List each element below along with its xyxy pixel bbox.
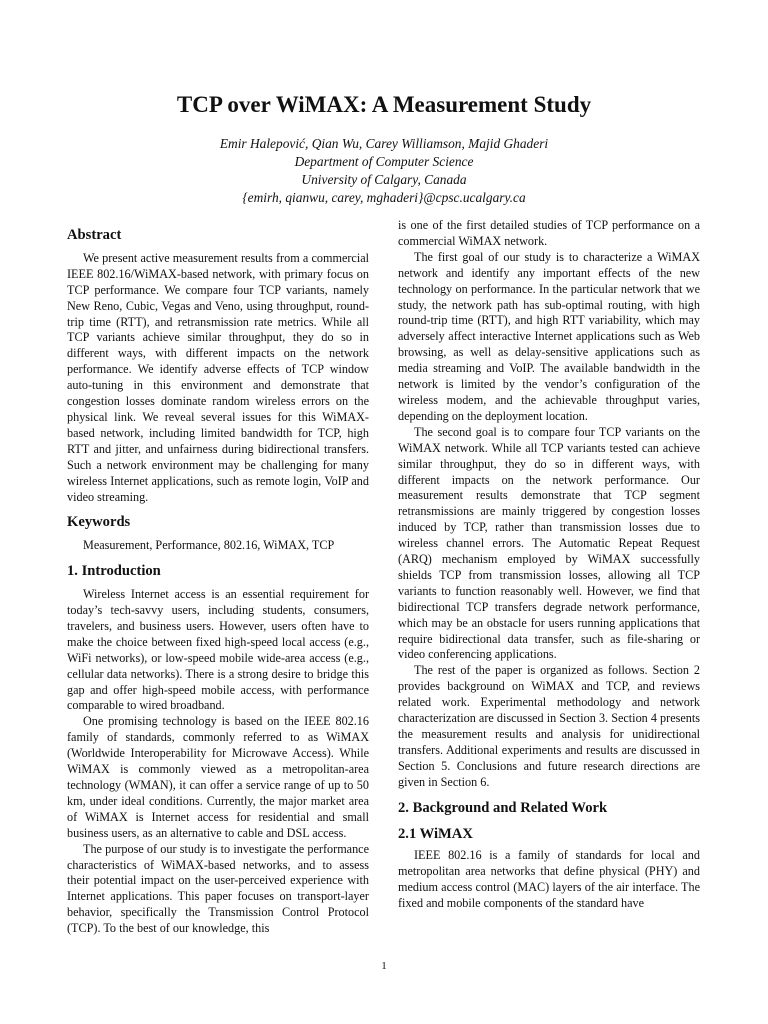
intro-paragraph-6: The rest of the paper is organized as follows. Section 2 provides background on WiMAX and TCP, and reviews related work. Experimental methodology and network characterization are discussed in Section 3. Section 4 presents the measurement results and analysis for unidirectional transfers. Additional experiments and results are discussed in Section 5. Conclusions and future research directions are given in Section 6. xyxy=(398,663,700,789)
author-university: University of Calgary, Canada xyxy=(301,172,467,187)
author-block xyxy=(0,135,768,207)
keywords-heading: Keywords xyxy=(67,514,131,531)
intro-paragraph-1: Wireless Internet access is an essential requirement for today’s tech-savvy users, including students, consumers, travelers, and business users. However, users often have to make the choice between fixed high-speed local access (e.g., WiFi networks), or low-speed mobile wide-area access (e.g., cellular data networks). There is a strong desire to bridge this gap and offer high-speed mobile access, with performance comparable to wired broadband. xyxy=(67,587,369,713)
page-number: 1 xyxy=(381,960,387,972)
wimax-subheading: 2.1 WiMAX xyxy=(398,825,473,842)
right-column xyxy=(398,218,700,912)
abstract-heading: Abstract xyxy=(67,227,122,243)
author-emails: {emirh, qianwu, carey, mghaderi}@cpsc.ucalgary.ca xyxy=(242,190,526,205)
author-department: Department of Computer Science xyxy=(294,154,474,169)
introduction-heading: 1. Introduction xyxy=(67,563,161,580)
background-heading: 2. Background and Related Work xyxy=(398,799,608,816)
intro-paragraph-3: The purpose of our study is to investigate the performance characteristics of WiMAX-based networks, and to assess their potential impact on the user-perceived experience with Internet applications. This paper focuses on transport-layer behavior, specifically the Transmission Control Protocol (TCP). To the best of our knowledge, this xyxy=(67,841,369,936)
paper-title: TCP over WiMAX: A Measurement Study xyxy=(176,92,592,117)
abstract-text: We present active measurement results from a commercial IEEE 802.16/WiMAX-based network, with primary focus on TCP performance. We compare four TCP variants, namely New Reno, Cubic, Vegas and Veno, using throughput, round-trip time (RTT), and retransmission rate metrics. While all TCP variants achieve similar throughput, they do so in different ways, with different impacts on the network performance. We identify adverse effects of TCP window auto-tuning in this environment and demonstrate that congestion losses dominate random wireless errors on the physical link. We reveal several issues for this WiMAX-based network, including limited bandwidth for TCP, high RTT and jitter, and unfairness during bidirectional transfers. Such a network environment may be challenging for many wireless Internet applications, such as remote login, VoIP and video streaming. xyxy=(67,250,369,504)
left-column xyxy=(67,222,369,937)
wimax-paragraph-1: IEEE 802.16 is a family of standards for local and metropolitan area networks that define physical (PHY) and medium access control (MAC) layers of the air interface. The fixed and mobile components of the standard have xyxy=(398,848,700,911)
intro-paragraph-2: One promising technology is based on the IEEE 802.16 family of standards, commonly referred to as WiMAX (Worldwide Interoperability for Microwave Access). While WiMAX is commonly viewed as a metropolitan-area technology (WMAN), it can offer a service range of up to 50 km, under ideal conditions. Currently, the major market area of WiMAX is Internet access for residential and small business users, as an alternative to cable and DSL access. xyxy=(67,714,369,840)
intro-paragraph-5: The second goal is to compare four TCP variants on the WiMAX network. While all TCP variants tested can achieve similar throughput, they do so in different ways, with different impacts on the network performance. Our measurement results demonstrate that TCP segment retransmissions are mainly triggered by congestion losses induced by TCP, rather than transmission losses due to wireless channel errors. The Automatic Repeat Request (ARQ) mechanism employed by WiMAX successfully shields TCP from transmission losses, allowing all TCP variants to function reasonably well. However, we find that bidirectional TCP transfers degrade network performance, which may be an obstacle for users running applications that require bidirectional data transfer, such as file-sharing or video conferencing applications. xyxy=(398,424,700,662)
keywords-text: Measurement, Performance, 802.16, WiMAX, TCP xyxy=(83,538,335,553)
intro-paragraph-3-continued: is one of the first detailed studies of TCP performance on a commercial WiMAX network. xyxy=(398,218,700,248)
intro-paragraph-4: The first goal of our study is to characterize a WiMAX network and identify any important effects of the new technology on performance. In the particular network that we study, the network path has sub-optimal routing, with high round-trip time (RTT), and high RTT variability, which may adversely affect interactive Internet applications such as Web browsing, as well as delay-sensitive applications such as media streaming and VoIP. The available bandwidth in the network is limited by the vendor’s configuration of the wireless modem, and the achievable throughput varies, depending on the deployment location. xyxy=(398,249,700,423)
author-names: Emir Halepović, Qian Wu, Carey Williamson, Majid Ghaderi xyxy=(219,136,549,151)
